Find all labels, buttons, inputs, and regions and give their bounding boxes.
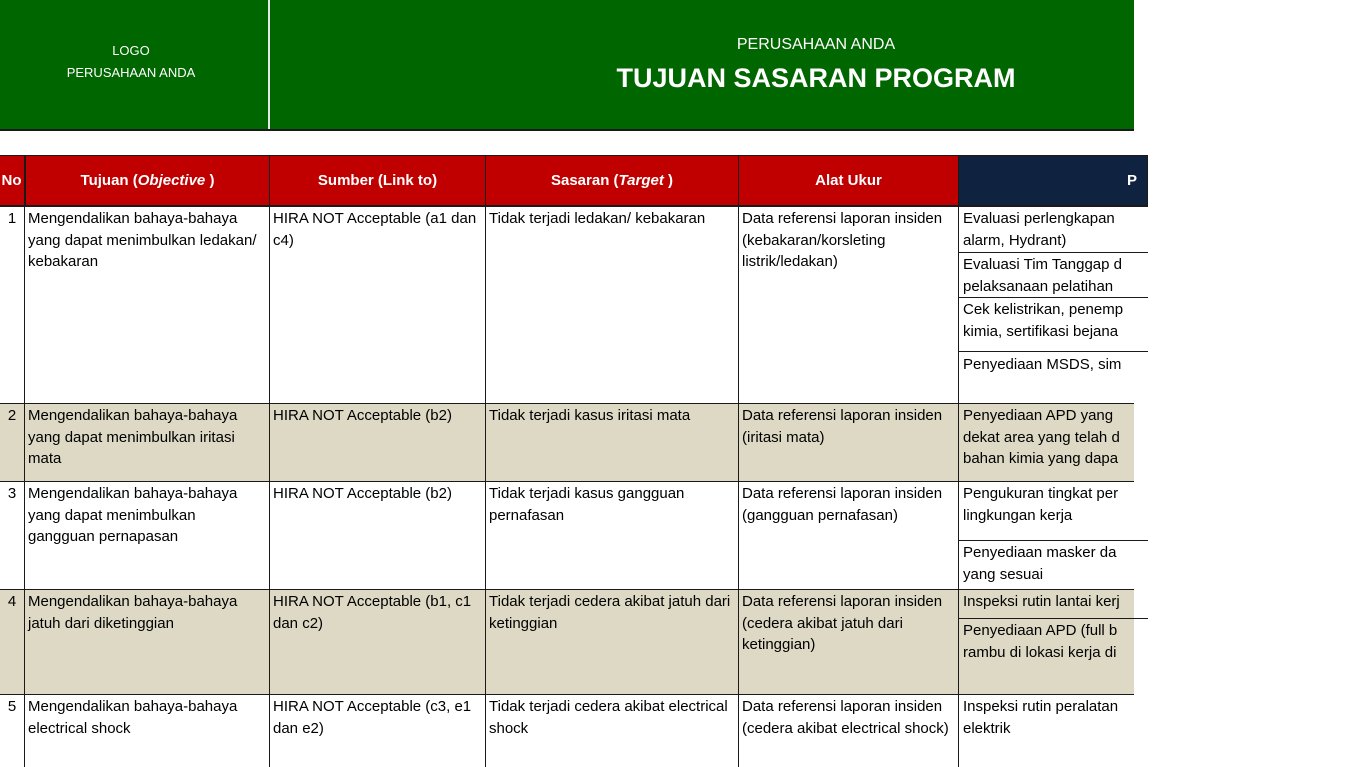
row-tujuan: Mengendalikan bahaya-bahaya yang dapat menimbulkan ledakan/ kebakaran: [25, 207, 270, 403]
program-item: Evaluasi Tim Tanggap d pelaksanaan pelatihan: [958, 253, 1148, 298]
row-tujuan: Mengendalikan bahaya-bahaya yang dapat menimbulkan gangguan pernapasan: [25, 482, 270, 589]
row-sumber: HIRA NOT Acceptable (b2): [270, 404, 486, 481]
row-no: 5: [0, 695, 25, 767]
row-sasaran: Tidak terjadi kasus gangguan pernafasan: [486, 482, 739, 589]
row-sasaran: Tidak terjadi ledakan/ kebakaran: [486, 207, 739, 403]
header-tujuan-label: Tujuan (Objective ): [80, 172, 215, 189]
logo-placeholder: [0, 40, 262, 84]
header-program: [958, 155, 1148, 207]
row-tujuan: Mengendalikan bahaya-bahaya jatuh dari diketinggian: [25, 590, 270, 694]
header-sumber: [269, 155, 486, 207]
program-item: Penyediaan MSDS, sim: [963, 356, 1122, 373]
row-sasaran: Tidak terjadi cedera akibat electrical shock: [486, 695, 739, 767]
row-sumber: HIRA NOT Acceptable (a1 dan c4): [270, 207, 486, 403]
program-item: Penyediaan masker da yang sesuai: [963, 544, 1117, 583]
row-tujuan: Mengendalikan bahaya-bahaya electrical shock: [25, 695, 270, 767]
header-banner: [0, 0, 1134, 131]
header-sasaran: [485, 155, 739, 207]
row-alat-ukur: Data referensi laporan insiden (kebakaran/korsleting listrik/ledakan): [739, 207, 959, 403]
row-alat-ukur: Data referensi laporan insiden (iritasi mata): [739, 404, 959, 481]
header-program-label: P: [1127, 172, 1138, 189]
row-no: 1: [0, 207, 25, 403]
program-item: Penyediaan APD (full b rambu di lokasi kerja di: [963, 622, 1118, 661]
company-name: PERUSAHAAN ANDA: [736, 36, 896, 53]
table-row: [0, 695, 1134, 767]
row-no: 2: [0, 404, 25, 481]
header-sumber-label: Sumber (Link to): [317, 172, 438, 189]
header-no: [0, 155, 25, 207]
table-row: [0, 404, 1134, 482]
program-item: Inspeksi rutin lantai kerj: [958, 590, 1148, 619]
header-tujuan: [25, 155, 270, 207]
row-no: 4: [0, 590, 25, 694]
row-no: 3: [0, 482, 25, 589]
header-alat-ukur: [738, 155, 959, 207]
table-row: [0, 207, 1134, 404]
program-item: Pengukuran tingkat per lingkungan kerja: [958, 482, 1148, 541]
row-sumber: HIRA NOT Acceptable (c3, e1 dan e2): [270, 695, 486, 767]
row-sasaran: Tidak terjadi cedera akibat jatuh dari ketinggian: [486, 590, 739, 694]
page-title: TUJUAN SASARAN PROGRAM: [616, 63, 1016, 93]
row-alat-ukur: Data referensi laporan insiden (cedera akibat jatuh dari ketinggian): [739, 590, 959, 694]
row-alat-ukur: Data referensi laporan insiden (gangguan pernafasan): [739, 482, 959, 589]
header-sasaran-label: Sasaran (Target ): [550, 172, 673, 189]
program-item: Penyediaan APD yang dekat area yang telah d bahan kimia yang dapa: [963, 407, 1120, 467]
logo-line2: PERUSAHAAN ANDA: [66, 65, 196, 80]
row-sasaran: Tidak terjadi kasus iritasi mata: [486, 404, 739, 481]
row-sumber: HIRA NOT Acceptable (b1, c1 dan c2): [270, 590, 486, 694]
table-row: [0, 482, 1134, 590]
table-row: [0, 590, 1134, 695]
program-item: Cek kelistrikan, penemp kimia, sertifikasi bejana: [958, 298, 1148, 352]
logo-line1: LOGO: [112, 43, 150, 58]
program-item: Inspeksi rutin peralatan elektrik: [963, 698, 1119, 737]
row-sumber: HIRA NOT Acceptable (b2): [270, 482, 486, 589]
header-no-label: No: [1, 172, 22, 189]
header-alat-ukur-label: Alat Ukur: [815, 172, 882, 189]
program-item: Evaluasi perlengkapan alarm, Hydrant): [958, 207, 1148, 253]
row-tujuan: Mengendalikan bahaya-bahaya yang dapat menimbulkan iritasi mata: [25, 404, 270, 481]
spacer: [0, 131, 1134, 155]
row-alat-ukur: Data referensi laporan insiden (cedera akibat electrical shock): [739, 695, 959, 767]
